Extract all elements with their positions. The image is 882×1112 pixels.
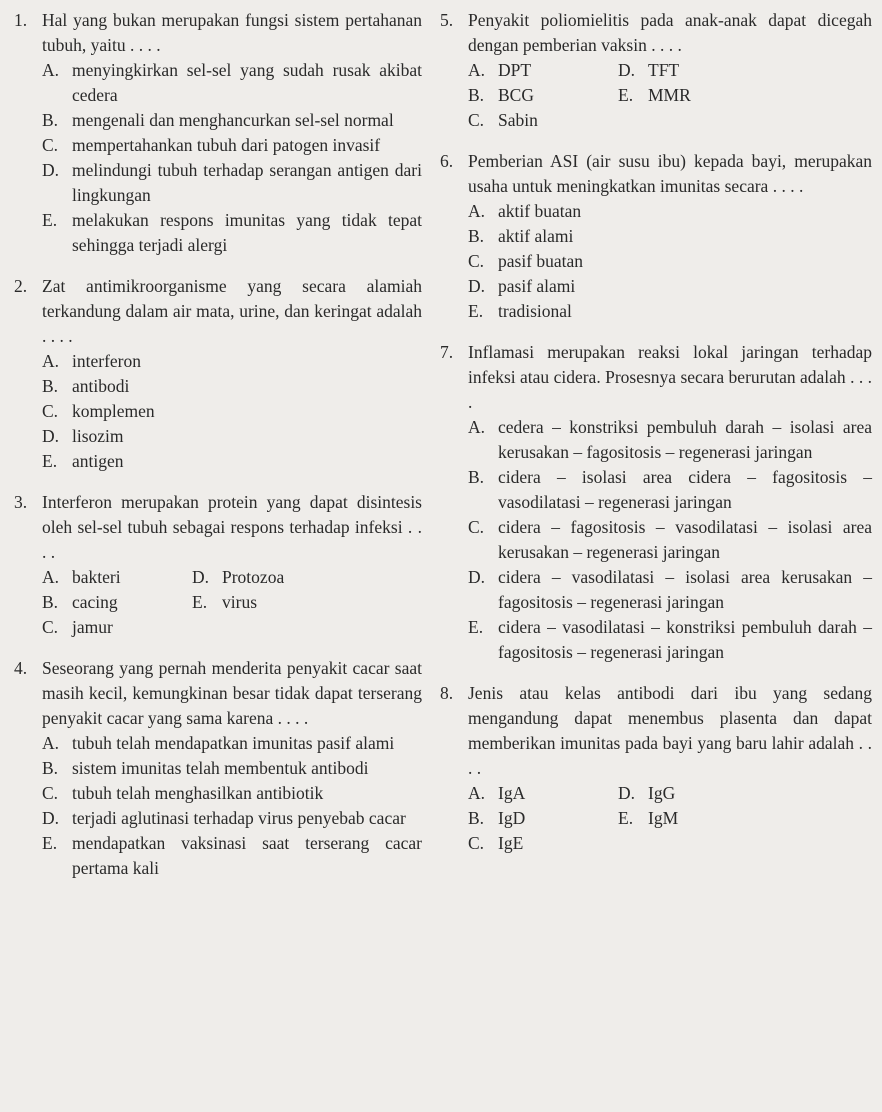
option-c[interactable]: C. IgE — [468, 833, 524, 853]
option-a[interactable]: A. interferon — [42, 351, 141, 371]
question-stem: Penyakit poliomielitis pada anak-anak dapat dicegah dengan pemberian vaksin . . . . — [468, 10, 872, 55]
question-stem: Jenis atau kelas antibodi dari ibu yang sedang mengandung dapat menembus plasenta dan dapat memberikan imunitas pada bayi yang baru lahir adalah . . . . — [468, 683, 872, 778]
question-4 — [14, 656, 422, 881]
question-number: 5. — [440, 10, 454, 30]
option-b[interactable]: B. sistem imunitas telah membentuk antibodi — [42, 758, 369, 778]
option-a[interactable]: A. tubuh telah mendapatkan imunitas pasif alami — [42, 733, 395, 753]
question-3 — [14, 490, 422, 640]
question-number: 7. — [440, 342, 454, 362]
option-d[interactable]: D. melindungi tubuh terhadap serangan antigen dari lingkungan — [42, 160, 422, 205]
option-d[interactable]: D. terjadi aglutinasi terhadap virus penyebab cacar — [42, 808, 406, 828]
option-a[interactable]: A. DPT — [468, 60, 532, 80]
question-number: 1. — [14, 10, 28, 30]
left-column — [14, 8, 422, 897]
option-c[interactable]: C. komplemen — [42, 401, 155, 421]
question-number: 8. — [440, 683, 454, 703]
question-1 — [14, 8, 422, 258]
option-e[interactable]: E. mendapatkan vaksinasi saat terserang cacar pertama kali — [42, 833, 422, 878]
option-b[interactable]: B. mengenali dan menghancurkan sel-sel normal — [42, 110, 394, 130]
right-column — [440, 8, 872, 872]
question-7 — [440, 340, 872, 665]
option-c[interactable]: C. pasif buatan — [468, 251, 584, 271]
option-d[interactable]: D. pasif alami — [468, 276, 576, 296]
option-a[interactable]: A. menyingkirkan sel-sel yang sudah rusak akibat cedera — [42, 60, 422, 105]
option-d[interactable]: D. TFT — [618, 60, 680, 80]
option-b[interactable]: B. aktif alami — [468, 226, 574, 246]
question-stem: Interferon merupakan protein yang dapat disintesis oleh sel-sel tubuh sebagai respons terhadap infeksi . . . . — [42, 492, 422, 562]
option-a[interactable]: A. aktif buatan — [468, 201, 582, 221]
question-stem: Inflamasi merupakan reaksi lokal jaringan terhadap infeksi atau cidera. Prosesnya secara berurutan adalah . . . . — [468, 342, 872, 412]
option-b[interactable]: B. IgD — [468, 808, 526, 828]
option-c[interactable]: C. cidera – fagositosis – vasodilatasi – isolasi area kerusakan – regenerasi jaringan — [468, 517, 872, 562]
option-e[interactable]: E. tradisional — [468, 301, 572, 321]
question-2 — [14, 274, 422, 474]
question-8 — [440, 681, 872, 856]
option-d[interactable]: D. Protozoa — [192, 567, 285, 587]
option-b[interactable]: B. BCG — [468, 85, 534, 105]
question-stem: Pemberian ASI (air susu ibu) kepada bayi, merupakan usaha untuk meningkatkan imunitas secara . . . . — [468, 151, 872, 196]
question-6 — [440, 149, 872, 324]
option-a[interactable]: A. cedera – konstriksi pembuluh darah – isolasi area kerusakan – fagositosis – regenerasi jaringan — [468, 417, 872, 462]
option-e[interactable]: E. cidera – vasodilatasi – konstriksi pembuluh darah – fagositosis – regenerasi jaringan — [468, 617, 872, 662]
option-d[interactable]: D. cidera – vasodilatasi – isolasi area kerusakan – fagositosis – regenerasi jaringan — [468, 567, 872, 612]
question-5 — [440, 8, 872, 133]
option-c[interactable]: C. jamur — [42, 617, 113, 637]
option-a[interactable]: A. bakteri — [42, 567, 121, 587]
option-e[interactable]: E. antigen — [42, 451, 124, 471]
question-number: 4. — [14, 658, 28, 678]
question-stem: Hal yang bukan merupakan fungsi sistem pertahanan tubuh, yaitu . . . . — [42, 10, 422, 55]
option-e[interactable]: E. melakukan respons imunitas yang tidak tepat sehingga terjadi alergi — [42, 210, 422, 255]
option-c[interactable]: C. mempertahankan tubuh dari patogen invasif — [42, 135, 381, 155]
question-number: 6. — [440, 151, 454, 171]
option-b[interactable]: B. cacing — [42, 592, 118, 612]
option-e[interactable]: E. MMR — [618, 85, 691, 105]
question-number: 3. — [14, 492, 28, 512]
option-e[interactable]: E. virus — [192, 592, 257, 612]
option-d[interactable]: D. lisozim — [42, 426, 124, 446]
question-number: 2. — [14, 276, 28, 296]
option-c[interactable]: C. Sabin — [468, 110, 538, 130]
question-stem: Seseorang yang pernah menderita penyakit cacar saat masih kecil, kemungkinan besar tidak dapat terserang penyakit cacar yang sama karena . . . . — [42, 658, 422, 728]
option-c[interactable]: C. tubuh telah menghasilkan antibiotik — [42, 783, 324, 803]
option-b[interactable]: B. cidera – isolasi area cidera – fagositosis – vasodilatasi – regenerasi jaringan — [468, 467, 872, 512]
option-a[interactable]: A. IgA — [468, 783, 526, 803]
option-b[interactable]: B. antibodi — [42, 376, 130, 396]
option-e[interactable]: E. IgM — [618, 808, 679, 828]
question-stem: Zat antimikroorganisme yang secara alamiah terkandung dalam air mata, urine, dan keringat adalah . . . . — [42, 276, 422, 346]
option-d[interactable]: D. IgG — [618, 783, 676, 803]
